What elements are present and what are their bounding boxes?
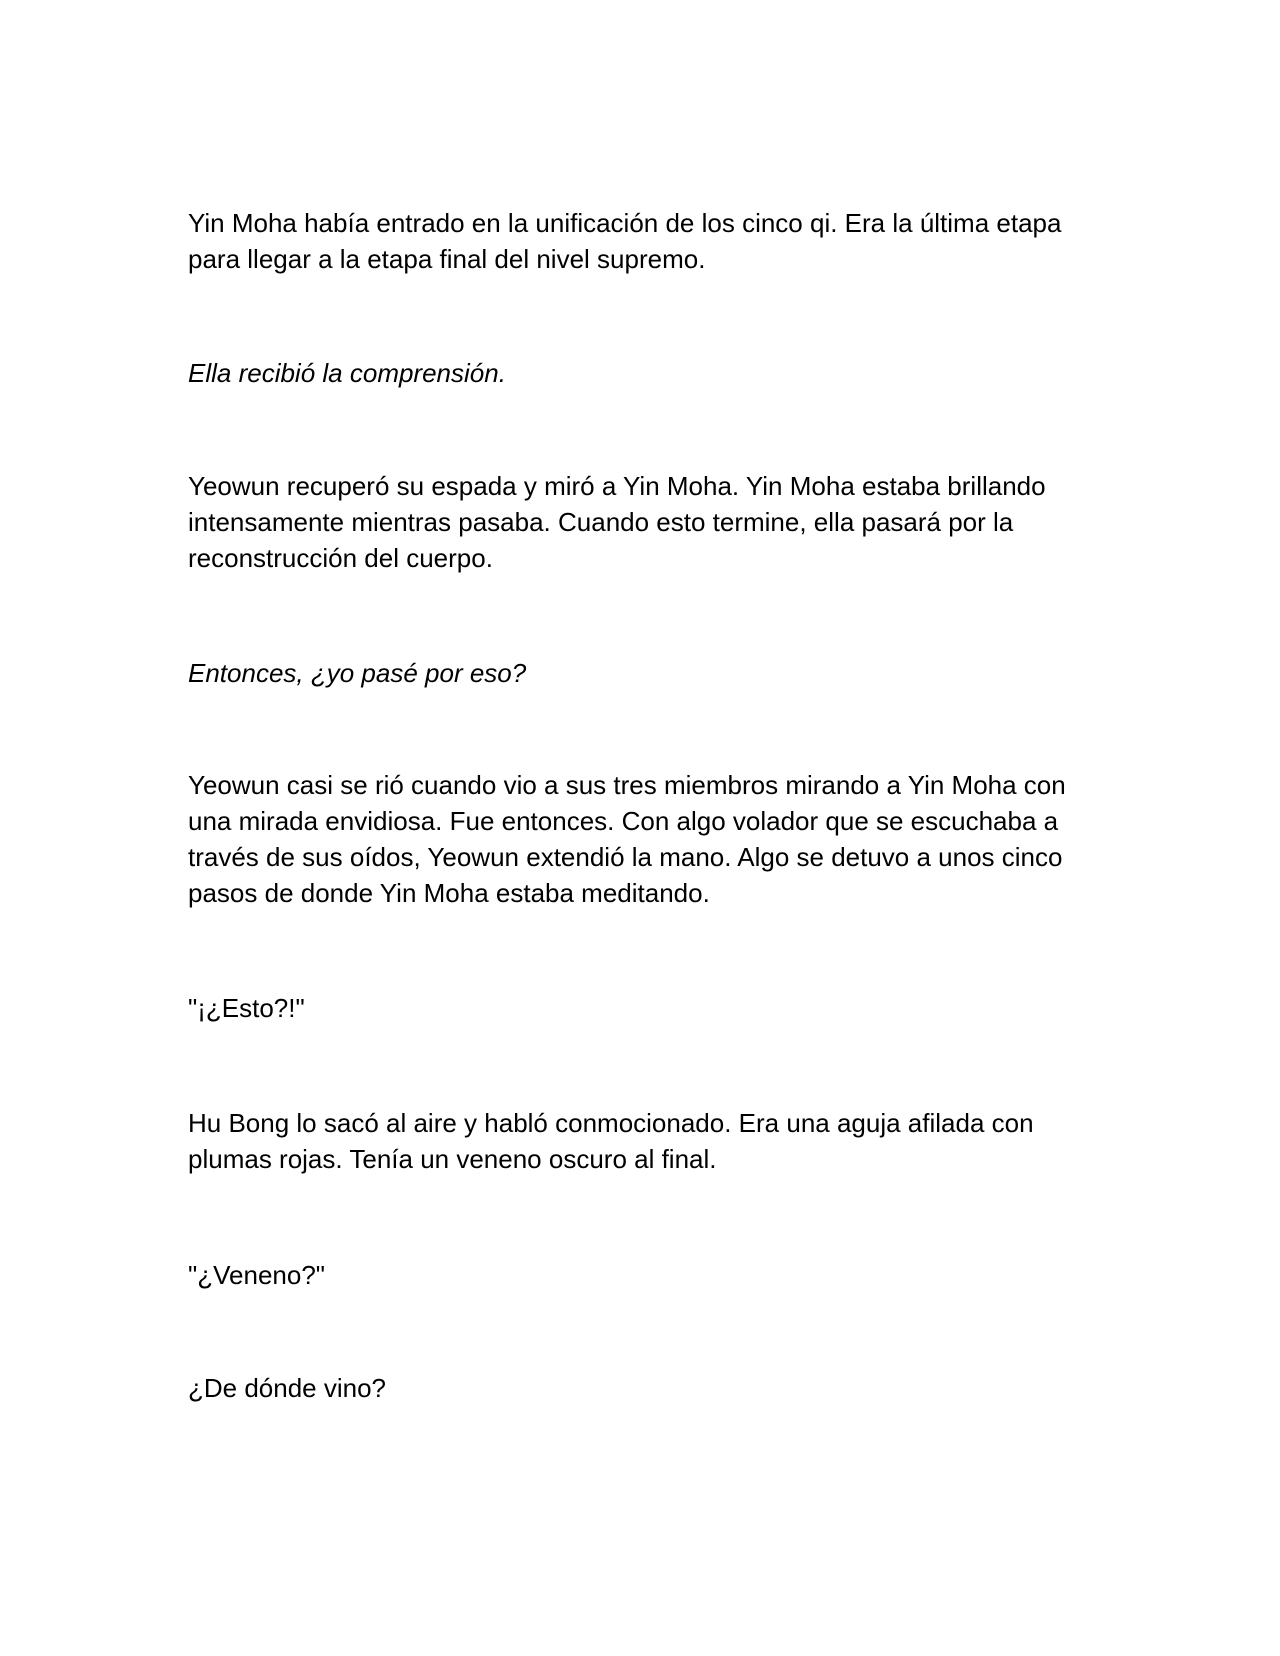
paragraph: Yeowun casi se rió cuando vio a sus tres miembros mirando a Yin Moha con una mirada envidiosa. Fue entonces. Con algo volador que se escuchaba a través de sus oídos, Yeowun extendió la mano. Algo se detuvo a unos cinco pasos de donde Yin Moha estaba meditando. (188, 770, 1066, 908)
paragraph-italic: Entonces, ¿yo pasé por eso? (188, 658, 527, 688)
dialogue-line: "¿Veneno?" (188, 1260, 326, 1290)
paragraph-italic: Ella recibió la comprensión. (188, 358, 506, 388)
paragraph: Hu Bong lo sacó al aire y habló conmocionado. Era una aguja afilada con plumas rojas. Tenía un veneno oscuro al final. (188, 1108, 1034, 1174)
paragraph: Yeowun recuperó su espada y miró a Yin Moha. Yin Moha estaba brillando intensamente mientras pasaba. Cuando esto termine, ella pasará por la reconstrucción del cuerpo. (188, 471, 1046, 573)
paragraph: Yin Moha había entrado en la unificación de los cinco qi. Era la última etapa para llegar a la etapa final del nivel supremo. (188, 208, 1062, 274)
dialogue-line: "¡¿Esto?!" (188, 993, 305, 1023)
paragraph: ¿De dónde vino? (188, 1373, 387, 1403)
